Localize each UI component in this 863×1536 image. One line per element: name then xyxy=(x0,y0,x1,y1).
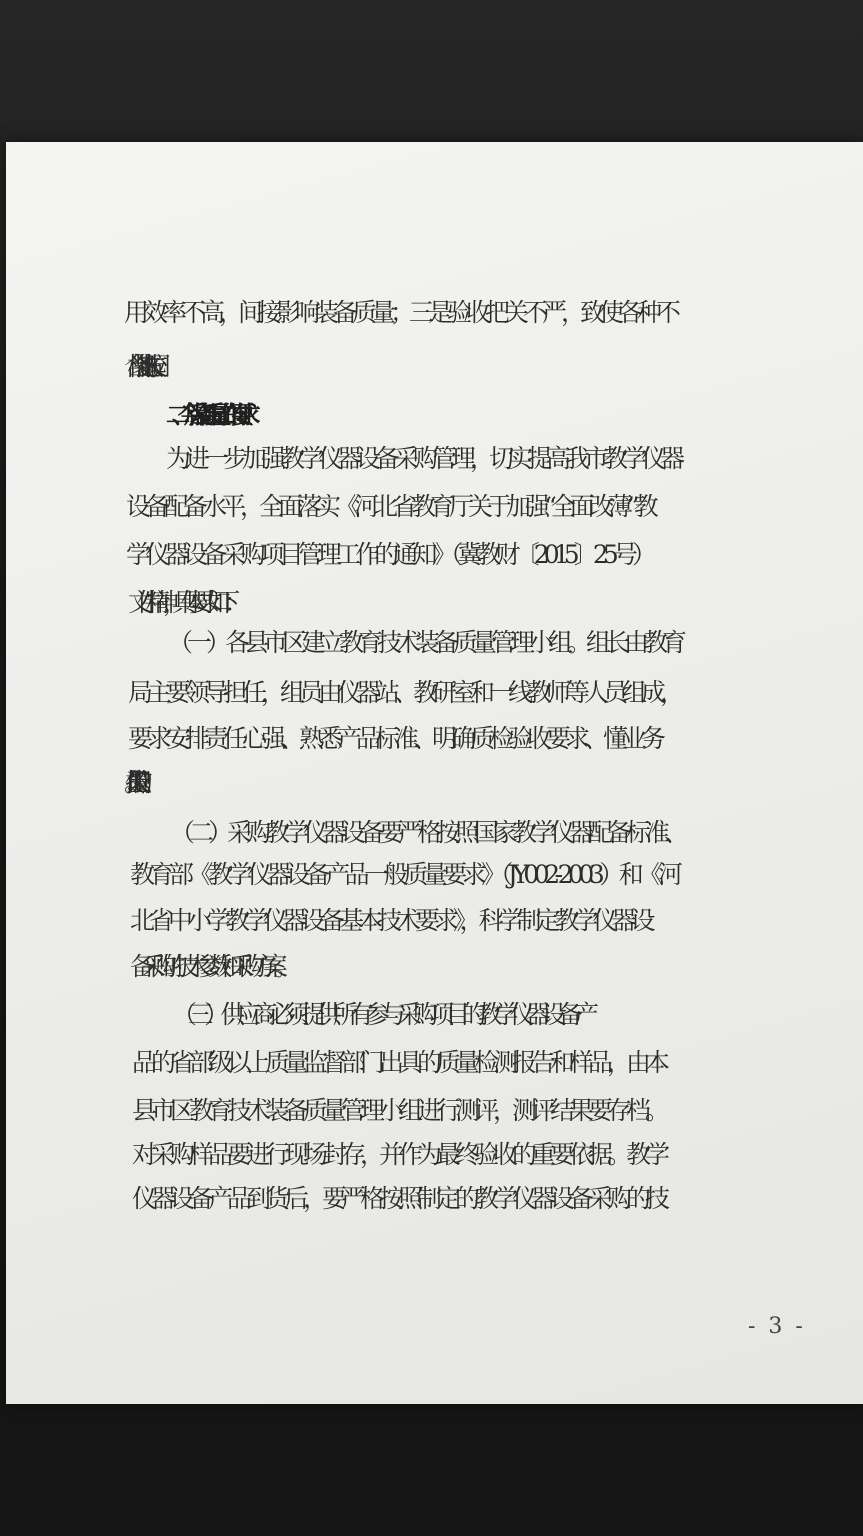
section-heading: 二、今后装备质量工作的要求 xyxy=(166,401,243,429)
body-line-4: 为进一步加强教学仪器设备采购管理，切实提高我市教学仪器 xyxy=(166,444,680,473)
page-number: - 3 - xyxy=(748,1314,806,1339)
item-2-line-1: （二）采购教学仪器设备要严格按照国家教学仪器配备标准、 xyxy=(170,818,684,847)
item-3-line-2: 品的省部级以上质量监督部门出具的质量检测报告和样品，由本 xyxy=(132,1048,665,1077)
body-line-1: 用效率不高，间接影响装备质量；三是验收把关不严，致使各种不 xyxy=(124,298,676,327)
item-1-line-2: 局主要领导担任，组员由仪器站、教研室和一线教师等人员组成， xyxy=(128,678,680,707)
item-2-line-3: 北省中小学教学仪器设备基本技术要求》，科学制定教学仪器设 xyxy=(130,906,650,935)
item-2-line-4: 备采购的技术参数和采购方案。 xyxy=(130,952,286,981)
item-3-line-5: 仪器设备产品到货后，要严格按照制定的教学仪器设备采购的技 xyxy=(132,1184,665,1213)
body-line-5: 设备配备水平，全面落实《河北省教育厅关于加强“全面改薄”教 xyxy=(126,492,653,521)
body-line-2: 合格装备进入校园。 xyxy=(124,352,153,381)
item-2-line-2: 教育部《教学仪器设备产品一般质量要求》（JY002-2003）和《河 xyxy=(130,860,678,889)
item-1-line-1: （一）各县市区建立教育技术装备质量管理小组。组长由教育 xyxy=(168,628,682,657)
item-3-line-1: （三）供应商必须提供所有参与采购项目的教学仪器设备产 xyxy=(172,1000,591,1029)
item-3-line-3: 县市区教育技术装备质量管理小组进行测评，测评结果要存档。 xyxy=(132,1096,665,1125)
document-page xyxy=(6,142,863,1404)
item-3-line-4: 对采购样品要进行现场封存，并作为最终验收的重要依据。教学 xyxy=(132,1140,665,1169)
body-line-7: 文件精神，具体要求如下： xyxy=(128,588,233,617)
body-line-6: 学仪器设备采购项目管理工作的通知》（冀教财〔2015〕25号） xyxy=(126,540,652,569)
item-1-line-3: 要求安排责任心强、熟悉产品标准、明确质检验收要求、懂业务 xyxy=(128,724,661,753)
item-1-line-4 xyxy=(128,766,863,800)
